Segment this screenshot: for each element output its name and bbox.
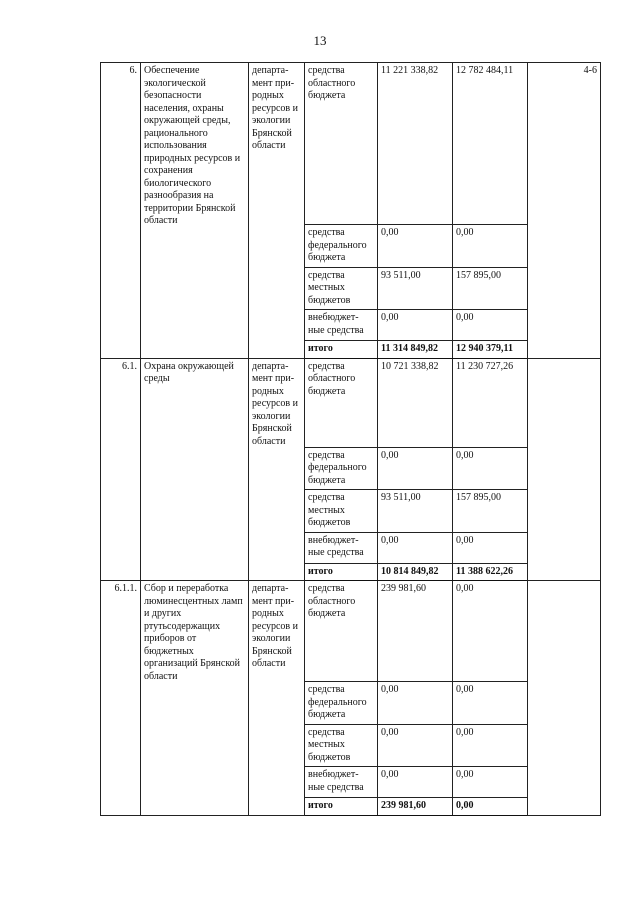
budget-table bbox=[100, 62, 601, 816]
funding-source: средства федерального бюджета bbox=[305, 225, 378, 268]
total-label: итого bbox=[305, 341, 378, 359]
table-row bbox=[101, 63, 601, 225]
amount-year-1: 93 511,00 bbox=[378, 267, 453, 310]
target-indicator bbox=[528, 358, 601, 581]
amount-year-2: 0,00 bbox=[453, 310, 528, 341]
amount-year-1: 93 511,00 bbox=[378, 490, 453, 533]
amount-year-1: 0,00 bbox=[378, 682, 453, 725]
amount-year-1: 239 981,60 bbox=[378, 581, 453, 682]
amount-year-1: 0,00 bbox=[378, 532, 453, 563]
amount-year-2: 0,00 bbox=[453, 682, 528, 725]
amount-year-2: 12 782 484,11 bbox=[453, 63, 528, 225]
amount-year-1: 0,00 bbox=[378, 724, 453, 767]
target-indicator bbox=[528, 581, 601, 816]
funding-source: средства федерального бюджета bbox=[305, 447, 378, 490]
total-year-1: 11 314 849,82 bbox=[378, 341, 453, 359]
amount-year-1: 0,00 bbox=[378, 767, 453, 798]
item-executor: департа-мент при-родных ресурсов и экологии Брянской области bbox=[249, 581, 305, 816]
total-year-2: 0,00 bbox=[453, 798, 528, 816]
item-name: Сбор и переработка люминесцентных ламп и других ртутьсодержащих приборов от бюджетных организаций Брянской области bbox=[141, 581, 249, 816]
amount-year-2: 0,00 bbox=[453, 532, 528, 563]
target-indicator: 4-6 bbox=[528, 63, 601, 359]
total-label: итого bbox=[305, 563, 378, 581]
amount-year-1: 0,00 bbox=[378, 447, 453, 490]
funding-source: средства местных бюджетов bbox=[305, 490, 378, 533]
total-year-1: 239 981,60 bbox=[378, 798, 453, 816]
funding-source: средства местных бюджетов bbox=[305, 724, 378, 767]
item-executor: департа-мент при-родных ресурсов и экологии Брянской области bbox=[249, 358, 305, 581]
funding-source: средства областного бюджета bbox=[305, 581, 378, 682]
amount-year-2: 11 230 727,26 bbox=[453, 358, 528, 447]
item-executor: департа-мент при-родных ресурсов и экологии Брянской области bbox=[249, 63, 305, 359]
amount-year-2: 0,00 bbox=[453, 447, 528, 490]
amount-year-2: 0,00 bbox=[453, 724, 528, 767]
funding-source: средства областного бюджета bbox=[305, 358, 378, 447]
total-year-2: 12 940 379,11 bbox=[453, 341, 528, 359]
funding-source: средства местных бюджетов bbox=[305, 267, 378, 310]
amount-year-2: 0,00 bbox=[453, 225, 528, 268]
amount-year-2: 0,00 bbox=[453, 581, 528, 682]
funding-source: внебюджет-ные средства bbox=[305, 310, 378, 341]
funding-source: средства федерального бюджета bbox=[305, 682, 378, 725]
table-row bbox=[101, 581, 601, 682]
item-number: 6.1.1. bbox=[101, 581, 141, 816]
amount-year-1: 11 221 338,82 bbox=[378, 63, 453, 225]
item-number: 6. bbox=[101, 63, 141, 359]
item-name: Охрана окружающей среды bbox=[141, 358, 249, 581]
amount-year-2: 0,00 bbox=[453, 767, 528, 798]
funding-source: внебюджет-ные средства bbox=[305, 532, 378, 563]
amount-year-1: 0,00 bbox=[378, 225, 453, 268]
amount-year-1: 0,00 bbox=[378, 310, 453, 341]
item-number: 6.1. bbox=[101, 358, 141, 581]
amount-year-2: 157 895,00 bbox=[453, 490, 528, 533]
page-number: 13 bbox=[313, 33, 327, 48]
table-row bbox=[101, 358, 601, 447]
total-label: итого bbox=[305, 798, 378, 816]
funding-source: внебюджет-ные средства bbox=[305, 767, 378, 798]
item-name: Обеспечение экологической безопасности населения, охраны окружающей среды, рационального использования природных ресурсов и сохранения биологического разнообразия на территории Брянской области bbox=[141, 63, 249, 359]
amount-year-2: 157 895,00 bbox=[453, 267, 528, 310]
funding-source: средства областного бюджета bbox=[305, 63, 378, 225]
amount-year-1: 10 721 338,82 bbox=[378, 358, 453, 447]
total-year-2: 11 388 622,26 bbox=[453, 563, 528, 581]
total-year-1: 10 814 849,82 bbox=[378, 563, 453, 581]
